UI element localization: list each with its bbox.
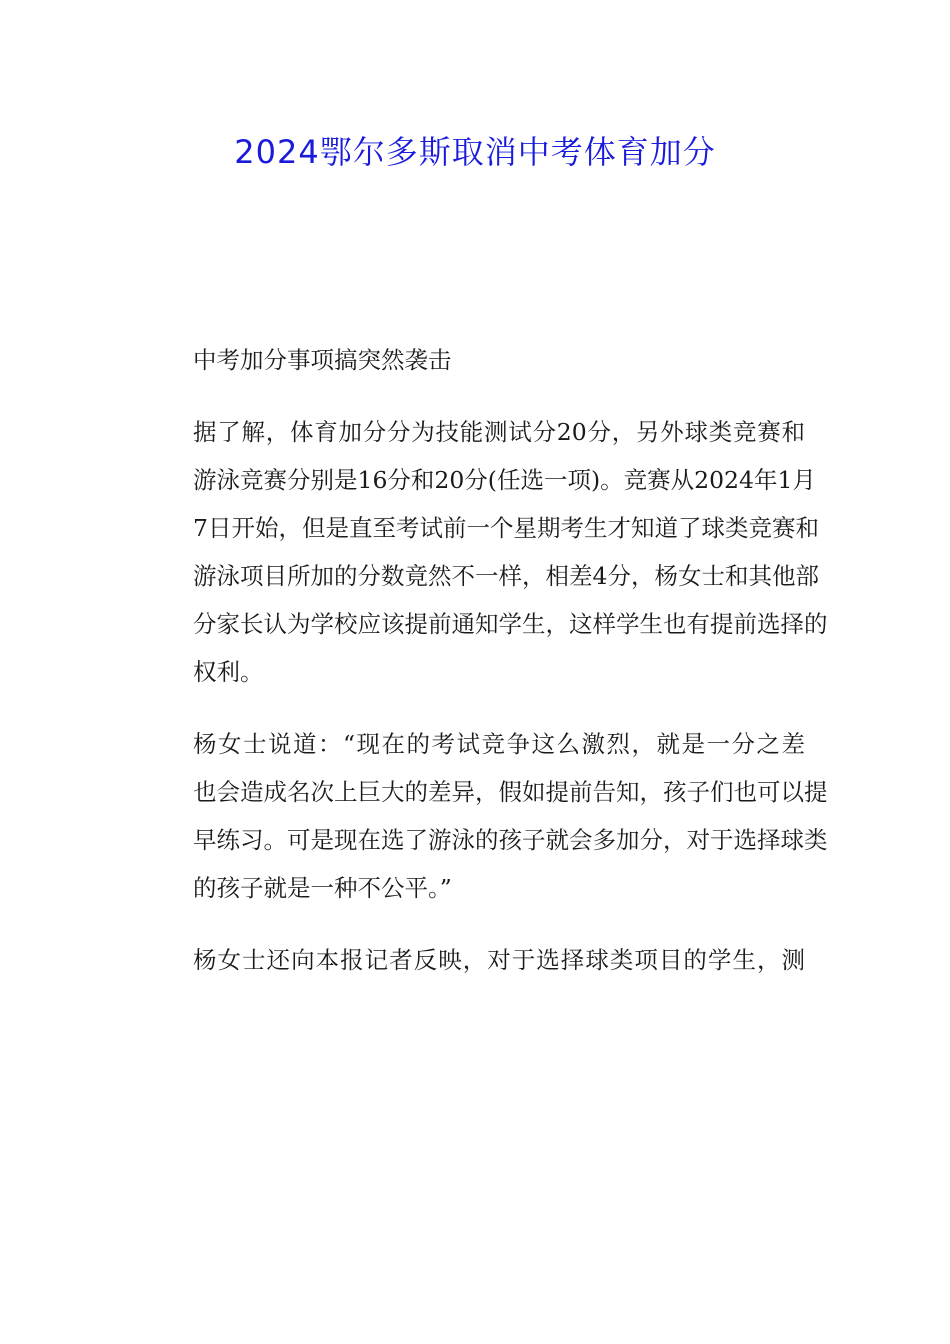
paragraph-line: 据了解，体育加分分为技能测试分20分，另外球类竞赛和 [193,418,805,446]
paragraph-line: 杨女士还向本报记者反映，对于选择球类项目的学生，测 [193,946,805,974]
paragraph-line: 中考加分事项搞突然袭击 [193,346,452,374]
paragraph-2 [145,408,828,696]
document-body [145,336,828,1008]
paragraph-line: 游泳项目所加的分数竟然不一样，相差4分，杨女士和其他部 [193,562,819,590]
paragraph-line: 7日开始，但是直至考试前一个星期考生才知道了球类竞赛和 [193,514,819,542]
paragraph-line: 的孩子就是一种不公平。” [193,874,452,902]
paragraph-line: 也会造成名次上巨大的差异，假如提前告知，孩子们也可以提 [193,778,828,806]
paragraph-line: 权利。 [193,658,264,686]
paragraph-3 [145,720,828,912]
paragraph-1 [145,336,805,384]
paragraph-line: 分家长认为学校应该提前通知学生，这样学生也有提前选择的 [193,610,828,638]
document-title: 2024鄂尔多斯取消中考体育加分 [234,133,716,171]
paragraph-line: 早练习。可是现在选了游泳的孩子就会多加分，对于选择球类 [193,826,828,854]
paragraph-line: 杨女士说道：“现在的考试竞争这么激烈，就是一分之差 [193,730,805,758]
paragraph-4 [145,936,805,984]
paragraph-line: 游泳竞赛分别是16分和20分(任选一项)。竞赛从2024年1月 [193,466,816,494]
